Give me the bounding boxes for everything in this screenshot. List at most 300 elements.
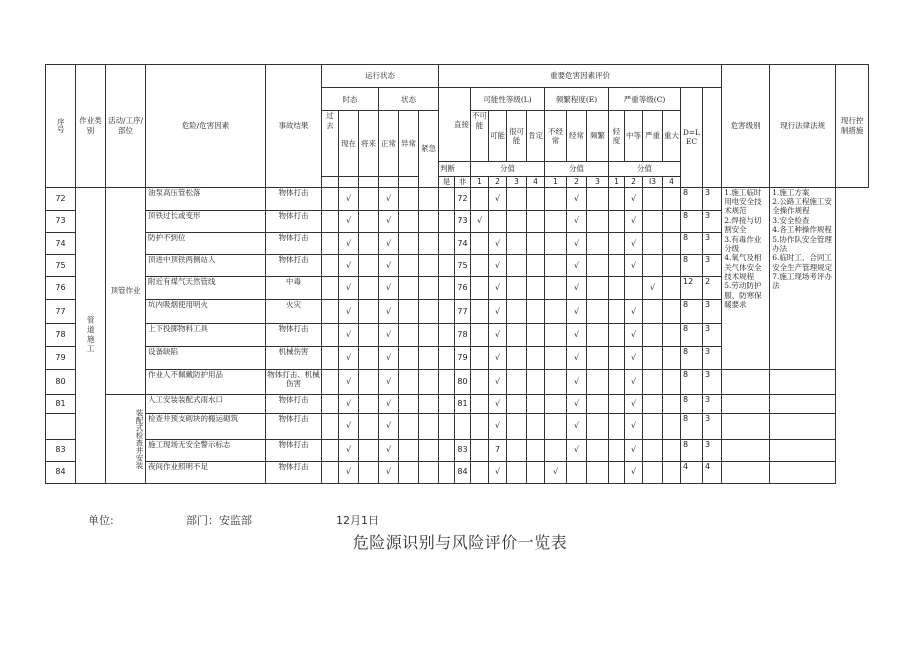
cell-c1 — [609, 233, 625, 255]
cell-c4 — [663, 255, 681, 277]
score-c1: 1 — [609, 176, 625, 187]
cell-l — [471, 187, 489, 210]
cell-e2: √ — [567, 300, 587, 323]
activity-cell: 顶管作业 — [106, 187, 146, 395]
cell-no — [455, 414, 471, 439]
law-cell — [722, 439, 770, 461]
cell-future — [359, 439, 379, 461]
cell-past — [322, 233, 339, 255]
cell-e1 — [545, 233, 567, 255]
cell-c1 — [609, 277, 625, 300]
table-row — [46, 370, 869, 395]
cell-d: 8 — [681, 439, 703, 461]
header-dlec: D=L EC — [681, 88, 703, 187]
score-l3: 3 — [507, 176, 527, 187]
cell-no: 79 — [455, 346, 471, 369]
header-seq: 序号 — [46, 65, 76, 188]
consequence-cell: 物体打击 — [266, 439, 322, 461]
cell-no: 74 — [455, 233, 471, 255]
cell-normal: √ — [379, 414, 399, 439]
cell-l — [471, 395, 489, 414]
cell-c3 — [643, 370, 663, 395]
cell-l2: √ — [489, 187, 507, 210]
table-row — [46, 187, 869, 210]
cell-future — [359, 323, 379, 346]
header-judge: 判断 — [439, 161, 471, 176]
cell-e3 — [587, 255, 609, 277]
consequence-cell: 机械伤害 — [266, 346, 322, 369]
cell-emergency — [419, 233, 439, 255]
cell-l — [471, 414, 489, 439]
cell-e2: √ — [567, 233, 587, 255]
hazard-cell: 检查井预支砌块的搬运砌筑 — [146, 414, 266, 439]
header-past-cont — [322, 176, 339, 187]
cell-c2: √ — [625, 439, 643, 461]
cell-c4 — [663, 395, 681, 414]
cell-lv: 4 — [703, 461, 722, 483]
cell-l4 — [527, 370, 545, 395]
cell-c4 — [663, 439, 681, 461]
cell-l2: √ — [489, 323, 507, 346]
cell-lv: 2 — [703, 277, 722, 300]
cell-no: 75 — [455, 255, 471, 277]
row-number: 78 — [46, 323, 76, 346]
cell-l3 — [507, 300, 527, 323]
cell-l3 — [507, 277, 527, 300]
hazard-evaluation-table — [45, 64, 869, 484]
cell-emergency — [419, 439, 439, 461]
cell-yes — [439, 300, 455, 323]
score-l1: 1 — [471, 176, 489, 187]
cell-future — [359, 346, 379, 369]
cell-future — [359, 300, 379, 323]
cell-e3 — [587, 300, 609, 323]
cell-c2: √ — [625, 461, 643, 483]
cell-d: 8 — [681, 323, 703, 346]
cell-no: 77 — [455, 300, 471, 323]
cell-c2: √ — [625, 233, 643, 255]
header-control: 现行控制措施 — [836, 65, 869, 188]
cell-l3 — [507, 395, 527, 414]
header-eval-title: 重要危害因素评价 — [439, 65, 722, 88]
cell-past — [322, 277, 339, 300]
cell-present: √ — [339, 277, 359, 300]
cell-abnormal — [399, 233, 419, 255]
cell-c4 — [663, 300, 681, 323]
cell-normal: √ — [379, 346, 399, 369]
cell-e1 — [545, 414, 567, 439]
cell-c1 — [609, 395, 625, 414]
header-abnormal: 异常 — [399, 111, 419, 176]
row-number: 73 — [46, 210, 76, 232]
cell-emergency — [419, 300, 439, 323]
cell-lv: 3 — [703, 255, 722, 277]
cell-present: √ — [339, 233, 359, 255]
cell-present: √ — [339, 395, 359, 414]
cell-l — [471, 346, 489, 369]
cell-past — [322, 187, 339, 210]
cell-c2: √ — [625, 300, 643, 323]
cell-c1 — [609, 346, 625, 369]
cell-present: √ — [339, 346, 359, 369]
control-cell — [770, 395, 836, 414]
consequence-cell: 物体打击 — [266, 461, 322, 483]
cell-emergency — [419, 346, 439, 369]
cell-c2: √ — [625, 323, 643, 346]
cell-present: √ — [339, 370, 359, 395]
cell-e1 — [545, 277, 567, 300]
hazard-cell: 油泵高压管松落 — [146, 187, 266, 210]
cell-d: 8 — [681, 395, 703, 414]
cell-yes — [439, 187, 455, 210]
cell-lv: 3 — [703, 233, 722, 255]
cell-l2: √ — [489, 461, 507, 483]
score-c2: 2 — [625, 176, 643, 187]
cell-e3 — [587, 414, 609, 439]
row-number: 80 — [46, 370, 76, 395]
cell-yes — [439, 323, 455, 346]
cell-l — [471, 277, 489, 300]
page-title: 危险源识别与风险评价一览表 — [352, 533, 568, 552]
cell-l2: √ — [489, 370, 507, 395]
header-abnormal-cont — [399, 176, 419, 187]
cell-l — [471, 233, 489, 255]
cell-e3 — [587, 323, 609, 346]
cell-l3 — [507, 461, 527, 483]
cell-past — [322, 439, 339, 461]
consequence-cell: 中毒 — [266, 277, 322, 300]
control-cell: 1.施工方案 2.公路工程施工安全操作规程 3.安全检查 4.各工种操作规程 5.协作队安全管理办法 6.临时工、合同工安全生产管理规定 7.施工现场考评办法 — [770, 187, 836, 369]
law-cell — [722, 414, 770, 439]
cell-emergency — [419, 210, 439, 232]
cell-abnormal — [399, 395, 419, 414]
header-e3: 频繁 — [587, 111, 609, 162]
footer-date: 12月1日 — [336, 514, 379, 527]
cell-e1: √ — [545, 461, 567, 483]
cell-l2: √ — [489, 255, 507, 277]
footer-unit: 单位: — [88, 514, 114, 527]
cell-c1 — [609, 414, 625, 439]
header-l2: 可能 — [489, 111, 507, 162]
cell-c2: √ — [625, 414, 643, 439]
cell-l4 — [527, 439, 545, 461]
cell-l: √ — [471, 210, 489, 232]
header-emergency: 紧急 — [419, 111, 439, 187]
header-severity: 严重等级(C) — [609, 88, 681, 111]
cell-c2: √ — [625, 395, 643, 414]
cell-past — [322, 395, 339, 414]
header-direct: 直接 — [439, 88, 471, 162]
cell-e3 — [587, 210, 609, 232]
cell-c3: √ — [643, 277, 663, 300]
law-cell: 1.施工临时用电安全技术规范 2.焊接与切割安全 3.有毒作业分级 4.氧气及相关气体安全技术规程 5.劳动防护服、防寒保暖要求 — [722, 187, 770, 369]
cell-c1 — [609, 255, 625, 277]
header-l1: 不可能 — [471, 111, 489, 162]
score-e1: 1 — [545, 176, 567, 187]
row-number: 81 — [46, 395, 76, 414]
category-cell: 管道施工 — [76, 187, 106, 483]
cell-no: 73 — [455, 210, 471, 232]
cell-lv: 3 — [703, 300, 722, 323]
cell-l2: √ — [489, 233, 507, 255]
cell-c3 — [643, 300, 663, 323]
control-cell — [770, 414, 836, 439]
cell-normal: √ — [379, 323, 399, 346]
score-l2: 2 — [489, 176, 507, 187]
score-l4: 4 — [527, 176, 545, 187]
cell-e1 — [545, 346, 567, 369]
cell-e3 — [587, 461, 609, 483]
cell-c3 — [643, 187, 663, 210]
cell-abnormal — [399, 461, 419, 483]
header-score-e: 分值 — [545, 161, 609, 176]
header-run-state: 运行状态 — [322, 65, 439, 88]
cell-future — [359, 395, 379, 414]
score-e2: 2 — [567, 176, 587, 187]
cell-lv: 3 — [703, 439, 722, 461]
cell-c3 — [643, 439, 663, 461]
cell-l4 — [527, 255, 545, 277]
cell-l — [471, 255, 489, 277]
cell-abnormal — [399, 414, 419, 439]
cell-c3 — [643, 346, 663, 369]
cell-e3 — [587, 395, 609, 414]
cell-abnormal — [399, 439, 419, 461]
cell-lv: 3 — [703, 346, 722, 369]
control-cell — [770, 439, 836, 461]
cell-yes — [439, 277, 455, 300]
cell-abnormal — [399, 187, 419, 210]
cell-c1 — [609, 187, 625, 210]
cell-yes — [439, 233, 455, 255]
cell-c1 — [609, 323, 625, 346]
cell-e2 — [567, 461, 587, 483]
cell-present: √ — [339, 187, 359, 210]
cell-c3 — [643, 414, 663, 439]
row-number: 77 — [46, 300, 76, 323]
cell-future — [359, 370, 379, 395]
cell-d: 8 — [681, 187, 703, 210]
cell-c1 — [609, 439, 625, 461]
cell-lv: 3 — [703, 414, 722, 439]
cell-future — [359, 461, 379, 483]
cell-c4 — [663, 461, 681, 483]
header-normal-cont — [379, 176, 399, 187]
row-number — [46, 414, 76, 439]
cell-past — [322, 370, 339, 395]
cell-c2: √ — [625, 255, 643, 277]
header-likelihood: 可能性等级(L) — [471, 88, 545, 111]
cell-l — [471, 461, 489, 483]
cell-yes — [439, 461, 455, 483]
cell-future — [359, 414, 379, 439]
cell-no: 84 — [455, 461, 471, 483]
cell-no: 83 — [455, 439, 471, 461]
row-number: 74 — [46, 233, 76, 255]
cell-emergency — [419, 414, 439, 439]
cell-c3 — [643, 461, 663, 483]
cell-e2: √ — [567, 277, 587, 300]
cell-past — [322, 210, 339, 232]
consequence-cell: 物体打击 — [266, 210, 322, 232]
hazard-cell: 作业人不佩戴防护用品 — [146, 370, 266, 395]
cell-present: √ — [339, 300, 359, 323]
cell-no: 78 — [455, 323, 471, 346]
cell-c2: √ — [625, 370, 643, 395]
cell-abnormal — [399, 210, 419, 232]
cell-l2 — [489, 210, 507, 232]
cell-l4 — [527, 210, 545, 232]
header-category: 作业类别 — [76, 65, 106, 188]
cell-e2: √ — [567, 255, 587, 277]
cell-d: 8 — [681, 414, 703, 439]
cell-yes — [439, 210, 455, 232]
cell-emergency — [419, 187, 439, 210]
header-e1: 不经常 — [545, 111, 567, 162]
hazard-cell: 上下投掷物料工具 — [146, 323, 266, 346]
cell-normal: √ — [379, 233, 399, 255]
cell-e1 — [545, 439, 567, 461]
consequence-cell: 物体打击 — [266, 323, 322, 346]
cell-no: 80 — [455, 370, 471, 395]
cell-yes — [439, 255, 455, 277]
cell-abnormal — [399, 346, 419, 369]
cell-l3 — [507, 370, 527, 395]
cell-l4 — [527, 461, 545, 483]
cell-e3 — [587, 346, 609, 369]
cell-past — [322, 346, 339, 369]
cell-e1 — [545, 255, 567, 277]
consequence-cell: 物体打击 — [266, 255, 322, 277]
cell-c1 — [609, 300, 625, 323]
cell-l4 — [527, 346, 545, 369]
cell-yes — [439, 395, 455, 414]
cell-l3 — [507, 255, 527, 277]
cell-d: 4 — [681, 461, 703, 483]
table-row — [46, 414, 869, 439]
control-cell — [770, 461, 836, 483]
cell-l4 — [527, 414, 545, 439]
cell-c3 — [643, 395, 663, 414]
cell-present: √ — [339, 210, 359, 232]
cell-normal: √ — [379, 187, 399, 210]
cell-normal: √ — [379, 210, 399, 232]
cell-l3 — [507, 233, 527, 255]
cell-d: 8 — [681, 255, 703, 277]
hazard-cell: 顶进中顶铁两侧站人 — [146, 255, 266, 277]
cell-c3 — [643, 323, 663, 346]
consequence-cell: 火灾 — [266, 300, 322, 323]
cell-c4 — [663, 346, 681, 369]
cell-c3 — [643, 255, 663, 277]
cell-l4 — [527, 187, 545, 210]
cell-lv: 3 — [703, 395, 722, 414]
hazard-cell: 附近有煤气天然管线 — [146, 277, 266, 300]
header-c4: 重大 — [663, 111, 681, 162]
cell-future — [359, 187, 379, 210]
cell-d: 8 — [681, 370, 703, 395]
row-number: 75 — [46, 255, 76, 277]
header-c2: 中等 — [625, 111, 643, 162]
cell-l3 — [507, 414, 527, 439]
cell-normal: √ — [379, 370, 399, 395]
cell-e3 — [587, 187, 609, 210]
cell-l4 — [527, 395, 545, 414]
cell-no: 72 — [455, 187, 471, 210]
header-state: 状态 — [379, 88, 439, 111]
cell-normal: √ — [379, 300, 399, 323]
cell-l3 — [507, 323, 527, 346]
cell-c4 — [663, 277, 681, 300]
cell-emergency — [419, 277, 439, 300]
cell-c4 — [663, 210, 681, 232]
cell-present: √ — [339, 323, 359, 346]
cell-c1 — [609, 210, 625, 232]
cell-l2: √ — [489, 395, 507, 414]
cell-l4 — [527, 277, 545, 300]
cell-abnormal — [399, 370, 419, 395]
cell-l2: √ — [489, 300, 507, 323]
cell-emergency — [419, 461, 439, 483]
cell-l2: √ — [489, 346, 507, 369]
cell-l — [471, 323, 489, 346]
row-number: 72 — [46, 187, 76, 210]
cell-d: 12 — [681, 277, 703, 300]
cell-no: 76 — [455, 277, 471, 300]
cell-c3 — [643, 210, 663, 232]
table-row — [46, 439, 869, 461]
hazard-cell: 坑内吸烟使用明火 — [146, 300, 266, 323]
consequence-cell: 物体打击、机械伤害 — [266, 370, 322, 395]
law-cell — [722, 370, 770, 395]
header-yes: 是 — [439, 176, 455, 187]
cell-l2: √ — [489, 414, 507, 439]
cell-abnormal — [399, 255, 419, 277]
cell-d: 8 — [681, 300, 703, 323]
cell-e3 — [587, 439, 609, 461]
header-normal: 正常 — [379, 111, 399, 176]
header-present-cont — [339, 176, 359, 187]
cell-emergency — [419, 323, 439, 346]
cell-l3 — [507, 439, 527, 461]
cell-lv: 3 — [703, 323, 722, 346]
cell-emergency — [419, 395, 439, 414]
header-tense: 时态 — [322, 88, 379, 111]
cell-normal: √ — [379, 395, 399, 414]
cell-e1 — [545, 370, 567, 395]
consequence-cell: 物体打击 — [266, 395, 322, 414]
header-consequence: 事故结果 — [266, 65, 322, 188]
header-hazard: 危险/危害因素 — [146, 65, 266, 188]
cell-d: 8 — [681, 210, 703, 232]
cell-abnormal — [399, 300, 419, 323]
header-frequency: 频繁程度(E) — [545, 88, 609, 111]
score-c3: I3 — [643, 176, 663, 187]
header-no: 非 — [455, 176, 471, 187]
cell-c2: √ — [625, 210, 643, 232]
cell-present: √ — [339, 461, 359, 483]
cell-present: √ — [339, 255, 359, 277]
row-number: 84 — [46, 461, 76, 483]
cell-future — [359, 210, 379, 232]
activity-cell: 装配式检查井安装 — [106, 395, 146, 484]
cell-yes — [439, 370, 455, 395]
cell-e2: √ — [567, 370, 587, 395]
cell-yes — [439, 414, 455, 439]
cell-abnormal — [399, 277, 419, 300]
law-cell — [722, 461, 770, 483]
cell-future — [359, 277, 379, 300]
